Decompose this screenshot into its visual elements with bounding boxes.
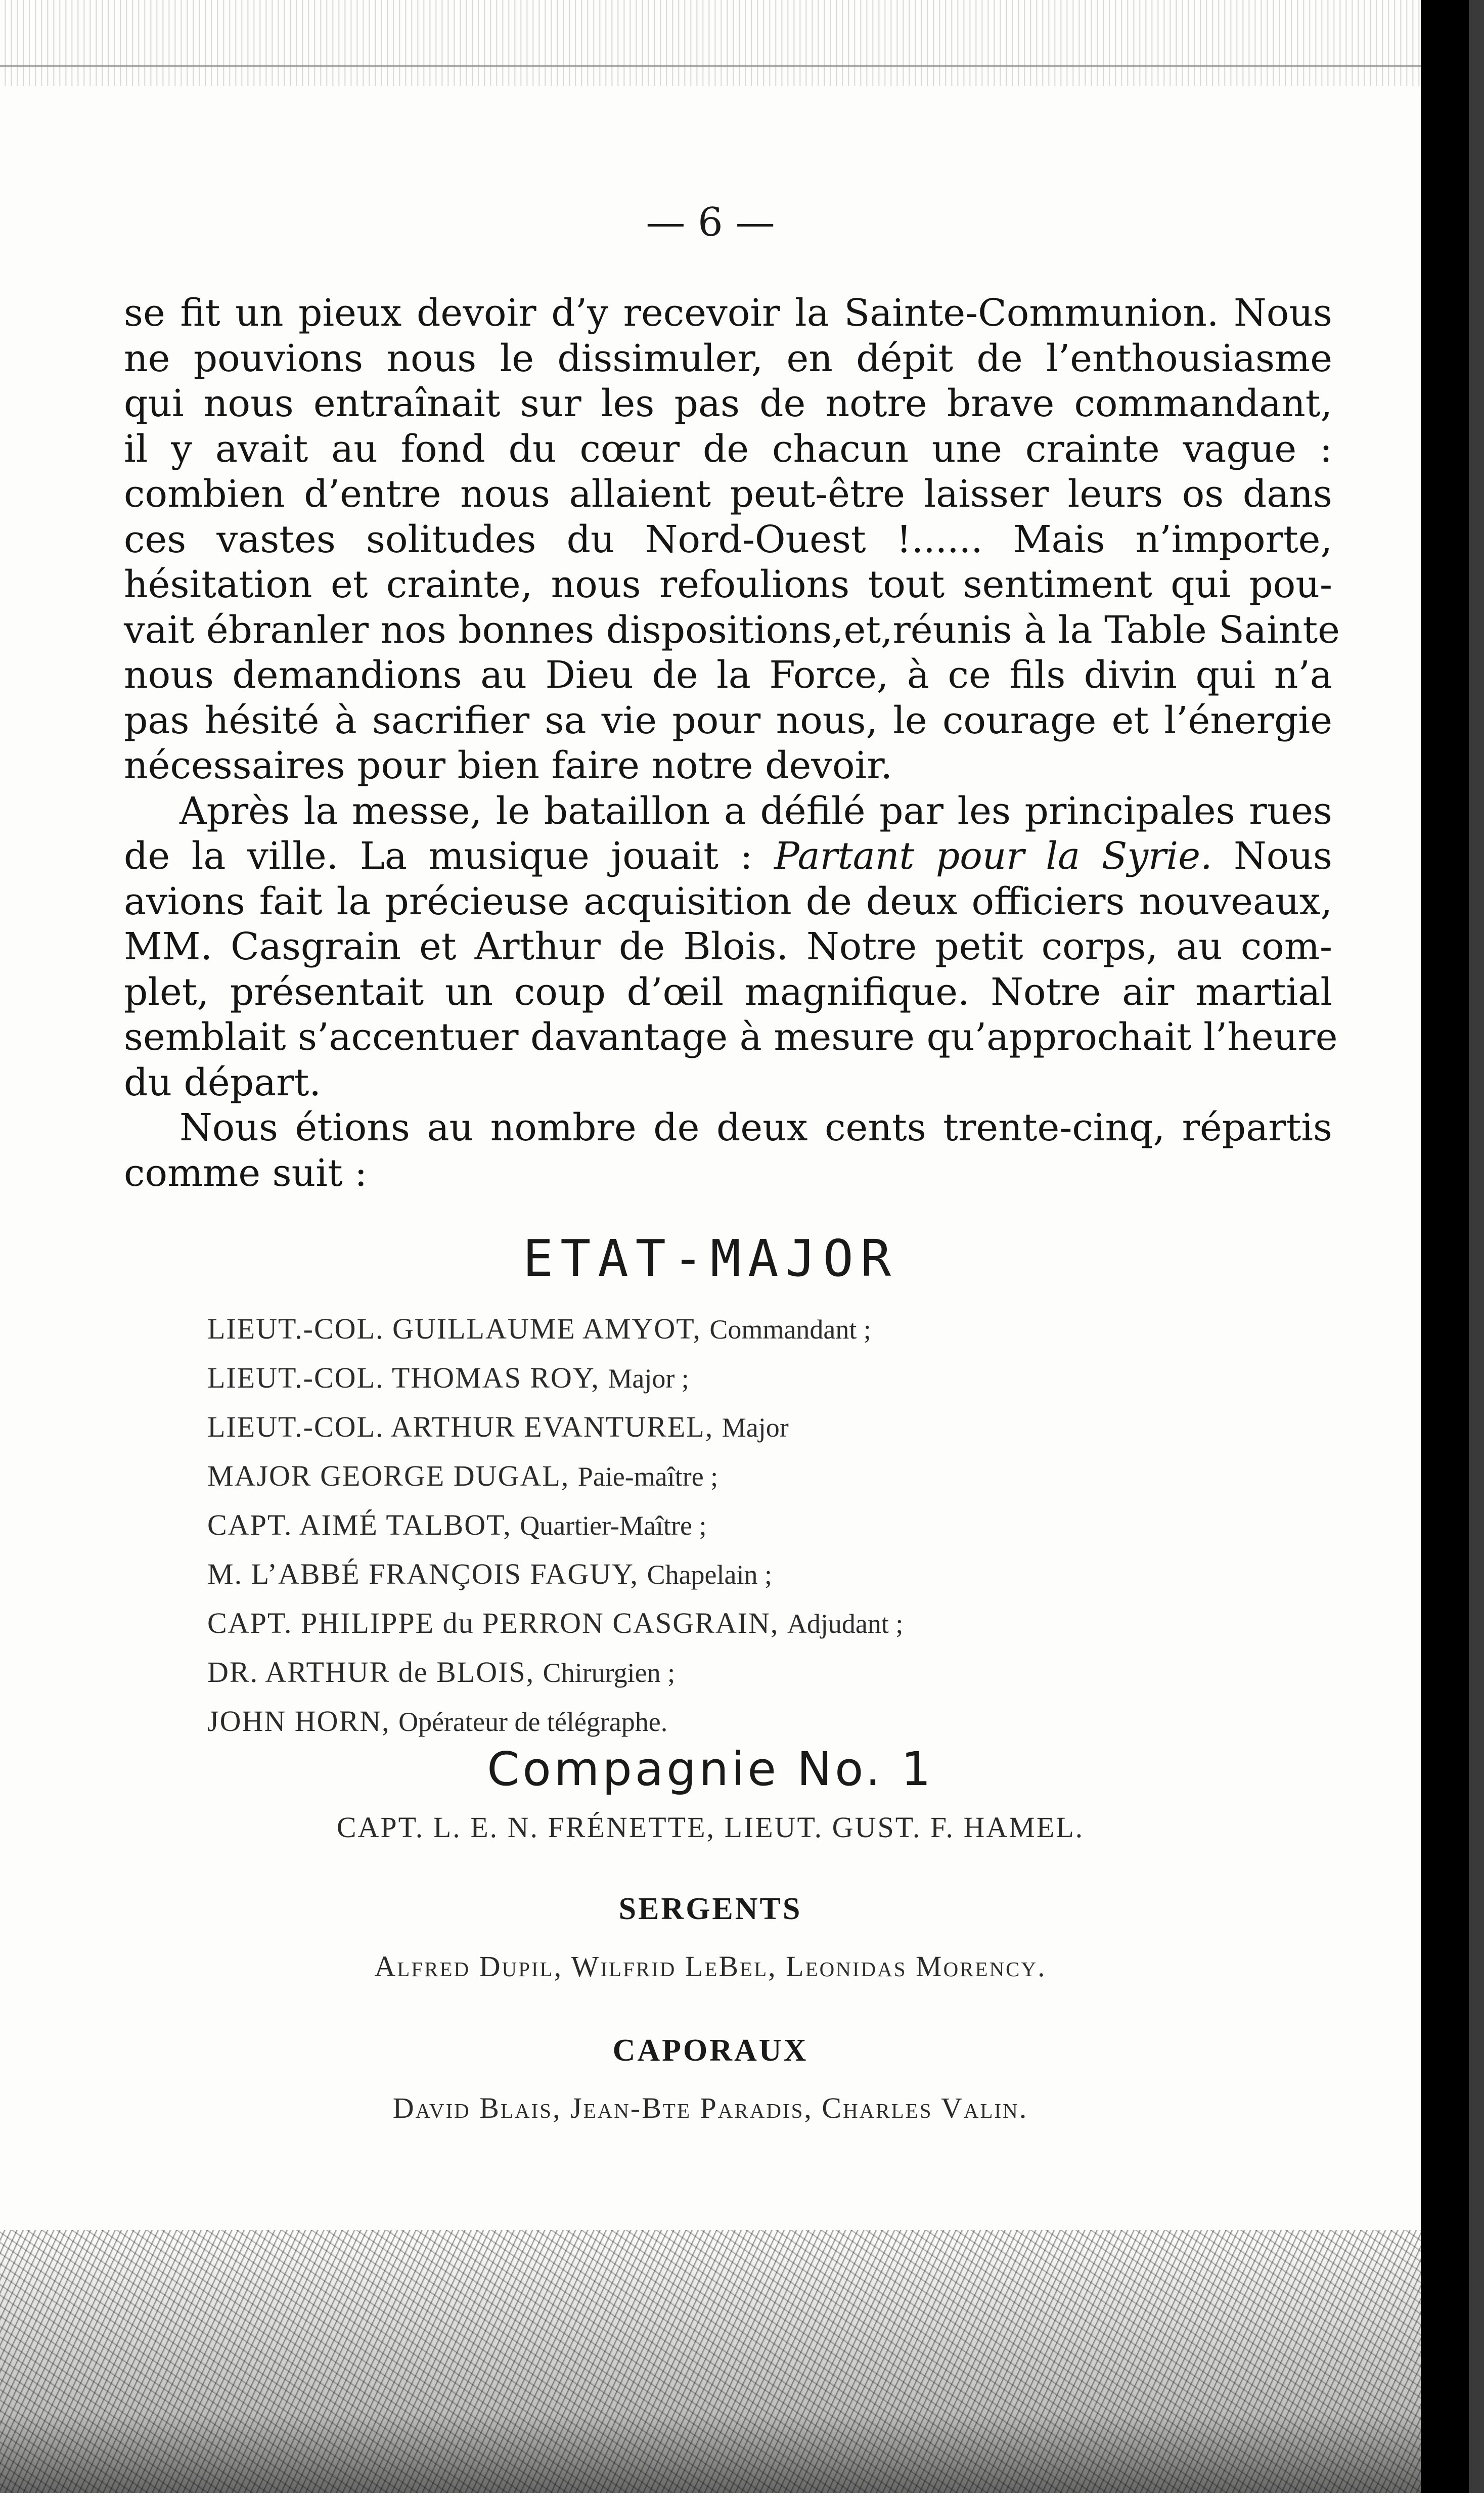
- staff-role: Commandant ;: [709, 1314, 871, 1345]
- staff-role: Quartier-Maître ;: [520, 1510, 707, 1541]
- text-line: combien d’entre nous allaient peut-être laisser leurs os dans: [124, 472, 1332, 516]
- text-line: semblait s’accentuer davantage à mesure qu’approchait l’heure: [124, 1015, 1338, 1059]
- text-line: MM. Casgrain et Arthur de Blois. Notre petit corps, au com-: [124, 925, 1332, 968]
- text-line: pas hésité à sacrifier sa vie pour nous, le courage et l’énergie: [124, 698, 1332, 742]
- text-line: plet, présentait un coup d’œil magnifique. Notre air martial: [124, 970, 1332, 1014]
- staff-name: LIEUT.-COL. GUILLAUME AMYOT,: [207, 1312, 701, 1345]
- text-line: [124, 834, 1332, 879]
- text-line: hésitation et crainte, nous refoulions tout sentiment qui pou-: [124, 563, 1332, 606]
- etat-major-heading: ETAT-MAJOR: [522, 1229, 898, 1288]
- page-number: — 6 —: [646, 200, 775, 245]
- staff-role: Major ;: [608, 1363, 689, 1394]
- text-line: ne pouvions nous le dissimuler, en dépit de l’enthousiasme: [124, 336, 1332, 380]
- staff-name: JOHN HORN,: [207, 1705, 390, 1738]
- caporaux-list: David Blais, Jean-Bte Paradis, Charles Valin.: [392, 2091, 1028, 2124]
- staff-entry: [207, 1501, 903, 1550]
- staff-role: Major: [722, 1412, 789, 1443]
- staff-entry: [207, 1354, 903, 1403]
- paragraph-1: [124, 291, 1340, 789]
- staff-entry: [207, 1599, 903, 1648]
- song-title: Partant pour la Syrie.: [774, 834, 1212, 878]
- staff-name: MAJOR GEORGE DUGAL,: [207, 1459, 570, 1492]
- company-heading: Compagnie No. 1: [487, 1742, 934, 1796]
- staff-name: M. L’ABBÉ FRANÇOIS FAGUY,: [207, 1557, 639, 1590]
- text-fragment: de la ville. La musique jouait :: [124, 834, 775, 878]
- scan-edge: [1469, 0, 1484, 2493]
- scan-noise-top: [0, 0, 1421, 86]
- staff-entry: [207, 1403, 903, 1452]
- staff-role: Adjudant ;: [787, 1609, 904, 1639]
- staff-name: CAPT. AIMÉ TALBOT,: [207, 1508, 512, 1541]
- scan-noise-bottom: [0, 2230, 1421, 2493]
- text-line: qui nous entraînait sur les pas de notre brave commandant,: [124, 382, 1332, 425]
- paragraph-3: [124, 1105, 1332, 1196]
- staff-entry: [207, 1452, 903, 1501]
- sergents-list: Alfred Dupil, Wilfrid LeBel, Leonidas Morency.: [374, 1950, 1047, 1983]
- staff-entry: [207, 1648, 903, 1697]
- text-line: Nous étions au nombre de deux cents trente-cinq, répartis: [179, 1106, 1332, 1149]
- text-line: Après la messe, le bataillon a défilé par les principales rues: [179, 789, 1332, 833]
- staff-entry: [207, 1550, 903, 1599]
- company-officers: CAPT. L. E. N. FRÉNETTE, LIEUT. GUST. F. HAMEL.: [336, 1811, 1085, 1844]
- etat-major-list: [207, 1305, 903, 1746]
- staff-entry: [207, 1697, 903, 1746]
- text-line: vait ébranler nos bonnes dispositions,et,réunis à la Table Sainte: [124, 608, 1340, 652]
- staff-role: Chirurgien ;: [543, 1658, 676, 1688]
- body-text: [124, 291, 1340, 1196]
- staff-name: CAPT. PHILIPPE du PERRON CASGRAIN,: [207, 1607, 779, 1639]
- text-line: nous demandions au Dieu de la Force, à ce fils divin qui n’a: [124, 653, 1332, 697]
- staff-role: Paie-maître ;: [577, 1461, 718, 1492]
- caporaux-heading: CAPORAUX: [612, 2033, 808, 2068]
- staff-name: LIEUT.-COL. THOMAS ROY,: [207, 1361, 600, 1394]
- text-fragment: Nous: [1212, 834, 1332, 878]
- text-line: du départ.: [124, 1060, 321, 1104]
- staff-name: DR. ARTHUR de BLOIS,: [207, 1656, 535, 1688]
- text-line: nécessaires pour bien faire notre devoir.: [124, 744, 893, 787]
- sergents-heading: SERGENTS: [618, 1892, 802, 1926]
- text-line: il y avait au fond du cœur de chacun une crainte vague :: [124, 427, 1332, 471]
- staff-role: Chapelain ;: [647, 1560, 772, 1590]
- staff-entry: [207, 1305, 903, 1354]
- staff-name: LIEUT.-COL. ARTHUR EVANTUREL,: [207, 1410, 714, 1443]
- staff-role: Opérateur de télégraphe.: [398, 1707, 668, 1737]
- paragraph-2: [124, 789, 1338, 1106]
- text-line: ces vastes solitudes du Nord-Ouest !...... Mais n’importe,: [124, 517, 1332, 561]
- text-line: se fit un pieux devoir d’y recevoir la Sainte-Communion. Nous: [124, 291, 1332, 335]
- text-line: avions fait la précieuse acquisition de deux officiers nouveaux,: [124, 879, 1332, 923]
- text-line: comme suit :: [124, 1151, 368, 1195]
